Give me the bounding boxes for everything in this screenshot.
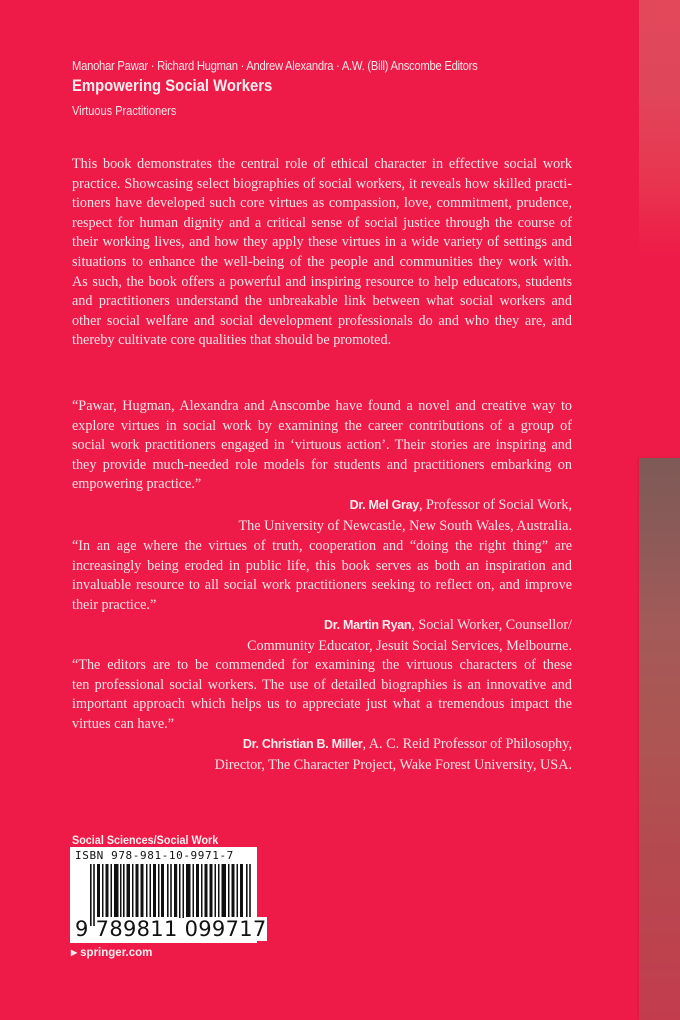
- endorsement-line: ten professional social workers. The use of detailed biographies is an innovative and: [72, 676, 572, 693]
- endorsement-line: their practice.”: [72, 596, 157, 613]
- description-line: and practitioners understand the unbreakable link between what social workers and: [72, 293, 572, 310]
- endorsement-line: “The editors are to be commended for examining the virtuous characters of these: [72, 657, 572, 673]
- endorsement-line: social work practitioners engaged in ‘virtuous action’. Their stories are inspiring and: [72, 437, 572, 454]
- description-line: As such, the book offers a powerful and inspiring resource to help educators, students: [72, 273, 572, 290]
- book-description: [72, 155, 572, 351]
- endorser-affiliation: Director, The Character Project, Wake Forest University, USA.: [214, 756, 572, 773]
- endorser-name: Dr. Christian B. Miller: [242, 737, 363, 752]
- description-line: tioners have developed such core virtues as compassion, love, commitment, prudence,: [72, 195, 572, 212]
- description-line: This book demonstrates the central role of ethical character in effective social work: [72, 156, 572, 172]
- ean-right-group: 099717: [184, 917, 267, 941]
- isbn-barcode: [70, 847, 267, 943]
- endorser-role: , Social Worker, Counsellor/: [411, 617, 572, 634]
- ean-digits: [75, 917, 267, 941]
- subject-category: Social Sciences/Social Work: [72, 833, 219, 847]
- endorsement-attribution: [72, 735, 572, 755]
- endorsement-line: important approach which helps us to appreciate just what a tremendous impact the: [72, 696, 572, 713]
- description-line: other social welfare and social development professionals do and who they are, and: [72, 312, 572, 329]
- endorsement-line: “Pawar, Hugman, Alexandra and Anscombe have found a novel and creative way to: [72, 398, 572, 414]
- endorsement-christian-miller: [72, 656, 572, 776]
- ean-first-digit: 9: [75, 917, 89, 941]
- isbn-label: ISBN 978-981-10-9971-7: [75, 849, 234, 862]
- book-subtitle: Virtuous Practitioners: [72, 104, 177, 118]
- endorsement-attribution: [72, 496, 572, 516]
- endorsement-line: they provide much-needed role models for students and practitioners embarking on: [72, 456, 572, 473]
- endorsement-martin-ryan: [72, 537, 572, 657]
- book-title: Empowering Social Workers: [72, 77, 273, 95]
- spine-edge-bottom: [639, 458, 680, 1020]
- editors-line: Manohar Pawar · Richard Hugman · Andrew Alexandra · A.W. (Bill) Anscombe Editors: [72, 59, 478, 73]
- publisher-url: springer.com: [80, 947, 153, 959]
- endorsement-mel-gray: [72, 397, 572, 536]
- endorsement-line: “In an age where the virtues of truth, cooperation and “doing the right thing” are: [72, 538, 572, 554]
- endorser-name: Dr. Martin Ryan: [324, 618, 412, 633]
- endorser-role: , Professor of Social Work,: [418, 496, 572, 513]
- description-line: respect for human dignity and a critical sense of social justice through the course of: [72, 214, 572, 231]
- description-line: their working lives, and how they apply these virtues in a wide variety of settings and: [72, 234, 572, 251]
- endorsement-attribution: [72, 616, 572, 636]
- endorser-affiliation: The University of Newcastle, New South Wales, Australia.: [238, 517, 572, 534]
- publisher-link: [71, 947, 152, 959]
- spine-edge-top: [639, 0, 680, 260]
- endorsement-line: empowering practice.”: [72, 476, 202, 493]
- arrow-right-icon: ▶: [71, 948, 78, 957]
- endorsement-line: invaluable resource to all social work practitioners seeking to reflect on, and improve: [72, 577, 572, 594]
- description-line: situations to enhance the well-being of the people and communities they work with.: [72, 253, 572, 270]
- description-line: thereby cultivate core qualities that should be promoted.: [72, 332, 392, 349]
- endorser-affiliation: Community Educator, Jesuit Social Services, Melbourne.: [247, 637, 572, 654]
- endorser-name: Dr. Mel Gray: [349, 497, 419, 512]
- endorsement-line: virtues can have.”: [72, 715, 175, 732]
- ean-left-group: 789811: [95, 917, 178, 941]
- description-line: practice. Showcasing select biographies of social workers, it reveals how skilled practi-: [72, 175, 572, 192]
- endorsement-line: explore virtues in social work by examining the career contributions of a group of: [72, 417, 572, 434]
- endorser-role: , A. C. Reid Professor of Philosophy,: [362, 736, 572, 753]
- endorsement-line: increasingly being eroded in public life, this book serves as both an inspiration and: [72, 557, 572, 574]
